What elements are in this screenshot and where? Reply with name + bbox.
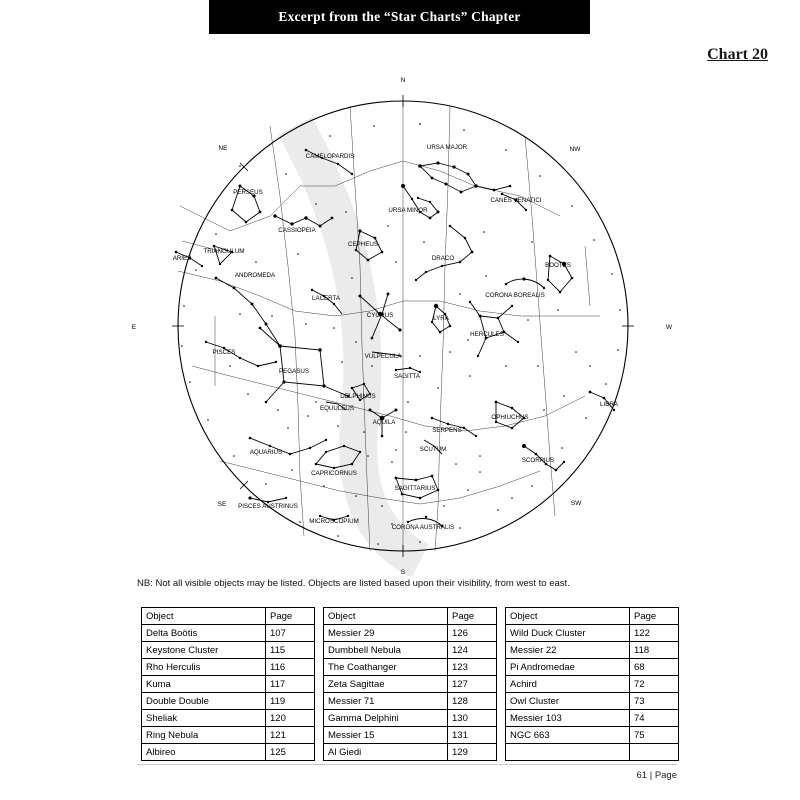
direction-label-ne: NE <box>218 145 228 152</box>
cell-object: Owl Cluster <box>506 693 630 710</box>
note-text: NB: Not all visible objects may be listed. Objects are listed based upon their visibility, from west to east. <box>137 578 570 589</box>
direction-label-s: S <box>400 569 406 576</box>
cell-object: Zeta Sagittae <box>324 676 448 693</box>
table-row <box>142 625 315 642</box>
footer-page-indicator <box>636 770 677 781</box>
cell-object: Al Giedi <box>324 744 448 761</box>
cell-object: Delta Boötis <box>142 625 266 642</box>
table-row <box>324 676 497 693</box>
table-row <box>142 659 315 676</box>
cell-page: 118 <box>630 642 679 659</box>
cell-object: Keystone Cluster <box>142 642 266 659</box>
table-row <box>506 744 679 761</box>
cell-object: Ring Nebula <box>142 727 266 744</box>
svg-text:SAGITTARIUS: SAGITTARIUS <box>394 485 436 492</box>
column-header-object: Object <box>324 608 448 625</box>
cell-object: NGC 663 <box>506 727 630 744</box>
cell-object: Gamma Delphini <box>324 710 448 727</box>
cell-object: Wild Duck Cluster <box>506 625 630 642</box>
footer-separator: | <box>649 770 653 781</box>
svg-text:CYGNUS: CYGNUS <box>366 312 394 319</box>
cell-page: 127 <box>448 676 497 693</box>
cell-page: 120 <box>266 710 315 727</box>
svg-text:PEGASUS: PEGASUS <box>279 368 309 375</box>
cell-object: Messier 15 <box>324 727 448 744</box>
cell-page: 119 <box>266 693 315 710</box>
svg-text:ARIES: ARIES <box>172 255 192 262</box>
svg-text:LACERTA: LACERTA <box>312 295 340 302</box>
cell-page: 129 <box>448 744 497 761</box>
direction-label-w: W <box>665 324 673 331</box>
header-banner-title: Excerpt from the “Star Charts” Chapter <box>278 9 521 24</box>
cell-object: Messier 29 <box>324 625 448 642</box>
table-row <box>142 676 315 693</box>
svg-text:TRIANGULUM: TRIANGULUM <box>203 248 245 255</box>
cell-object: Albireo <box>142 744 266 761</box>
svg-text:CASSIOPEIA: CASSIOPEIA <box>278 227 316 234</box>
cell-object: Sheliak <box>142 710 266 727</box>
cell-page: 73 <box>630 693 679 710</box>
column-header-object: Object <box>506 608 630 625</box>
svg-text:PERSEUS: PERSEUS <box>233 189 263 196</box>
svg-text:CEPHEUS: CEPHEUS <box>348 241 378 248</box>
svg-text:CORONA AUSTRALIS: CORONA AUSTRALIS <box>391 524 455 531</box>
svg-text:URSA MINOR: URSA MINOR <box>388 207 428 214</box>
cell-page: 68 <box>630 659 679 676</box>
table-row <box>142 693 315 710</box>
svg-text:SCUTUM: SCUTUM <box>419 446 447 453</box>
cell-object: Messier 103 <box>506 710 630 727</box>
direction-label-sw: SW <box>570 500 582 507</box>
column-header-object: Object <box>142 608 266 625</box>
cell-page: 121 <box>266 727 315 744</box>
svg-text:SAGITTA: SAGITTA <box>393 373 421 380</box>
column-header-page: Page <box>630 608 679 625</box>
cell-page: 107 <box>266 625 315 642</box>
svg-text:AQUARIUS: AQUARIUS <box>249 449 283 456</box>
svg-text:EQUULEUS: EQUULEUS <box>319 405 355 412</box>
direction-label-se: SE <box>217 501 227 508</box>
table-row <box>324 693 497 710</box>
svg-text:MICROSCOPIUM: MICROSCOPIUM <box>309 518 359 525</box>
object-table-2 <box>323 607 497 761</box>
svg-text:HERCULES: HERCULES <box>470 331 504 338</box>
svg-text:AQUILA: AQUILA <box>372 419 396 426</box>
cell-page: 122 <box>630 625 679 642</box>
svg-text:CAMELOPARDIS: CAMELOPARDIS <box>305 153 355 160</box>
table-header-row <box>142 608 315 625</box>
table-row <box>324 625 497 642</box>
cell-object: The Coathanger <box>324 659 448 676</box>
cell-page: 74 <box>630 710 679 727</box>
svg-text:DRACO: DRACO <box>431 255 455 262</box>
column-header-page: Page <box>266 608 315 625</box>
table-row <box>324 642 497 659</box>
object-table-3 <box>505 607 679 761</box>
column-header-page: Page <box>448 608 497 625</box>
direction-label-n: N <box>400 77 406 84</box>
svg-text:BOOTES: BOOTES <box>545 262 571 269</box>
table-row <box>324 659 497 676</box>
table-row <box>142 642 315 659</box>
cell-object <box>506 744 630 761</box>
table-row <box>142 744 315 761</box>
star-chart <box>120 66 685 576</box>
object-tables <box>141 607 675 761</box>
table-row <box>142 727 315 744</box>
svg-text:URSA MAJOR: URSA MAJOR <box>426 144 468 151</box>
svg-text:LIBRA: LIBRA <box>600 401 618 408</box>
cell-object: Dumbbell Nebula <box>324 642 448 659</box>
table-row <box>142 710 315 727</box>
svg-text:LYRA: LYRA <box>433 315 449 322</box>
cell-page: 116 <box>266 659 315 676</box>
svg-text:PISCES AUSTRINUS: PISCES AUSTRINUS <box>238 503 298 510</box>
cell-page: 131 <box>448 727 497 744</box>
svg-text:OPHIUCHUS: OPHIUCHUS <box>491 414 529 421</box>
footer-divider <box>137 764 677 765</box>
object-table-1 <box>141 607 315 761</box>
header-banner <box>209 0 590 34</box>
cell-page: 126 <box>448 625 497 642</box>
table-row <box>506 642 679 659</box>
cell-page: 72 <box>630 676 679 693</box>
cell-object: Messier 22 <box>506 642 630 659</box>
svg-text:PISCES: PISCES <box>212 349 236 356</box>
table-header-row <box>506 608 679 625</box>
svg-text:ANDROMEDA: ANDROMEDA <box>234 272 276 279</box>
table-header-row <box>324 608 497 625</box>
table-row <box>506 727 679 744</box>
svg-text:CANES VENATICI: CANES VENATICI <box>490 197 542 204</box>
chart-number-label: Chart 20 <box>707 46 768 63</box>
direction-label-e: E <box>131 324 137 331</box>
cell-page: 75 <box>630 727 679 744</box>
cell-object: Achird <box>506 676 630 693</box>
cell-page: 124 <box>448 642 497 659</box>
cell-page <box>630 744 679 761</box>
cell-object: Rho Herculis <box>142 659 266 676</box>
direction-label-nw: NW <box>569 146 581 153</box>
svg-text:SERPENS: SERPENS <box>432 427 462 434</box>
cell-page: 123 <box>448 659 497 676</box>
cell-page: 117 <box>266 676 315 693</box>
svg-text:DELPHINUS: DELPHINUS <box>340 393 376 400</box>
table-row <box>506 693 679 710</box>
table-row <box>506 710 679 727</box>
cell-object: Messier 71 <box>324 693 448 710</box>
cell-page: 115 <box>266 642 315 659</box>
cell-object: Kuma <box>142 676 266 693</box>
table-row <box>324 727 497 744</box>
svg-text:CORONA BOREALIS: CORONA BOREALIS <box>485 292 545 299</box>
svg-text:VULPECULA: VULPECULA <box>364 353 402 360</box>
cell-page: 125 <box>266 744 315 761</box>
cell-page: 128 <box>448 693 497 710</box>
table-row <box>324 744 497 761</box>
table-row <box>324 710 497 727</box>
table-row <box>506 676 679 693</box>
svg-text:SCORPIUS: SCORPIUS <box>521 457 555 464</box>
cell-object: Pi Andromedae <box>506 659 630 676</box>
cell-page: 130 <box>448 710 497 727</box>
table-row <box>506 659 679 676</box>
footer-page-word: Page <box>654 770 677 781</box>
svg-text:CAPRICORNUS: CAPRICORNUS <box>311 470 357 477</box>
cell-object: Double Double <box>142 693 266 710</box>
table-row <box>506 625 679 642</box>
footer-page-number: 61 <box>636 770 648 781</box>
